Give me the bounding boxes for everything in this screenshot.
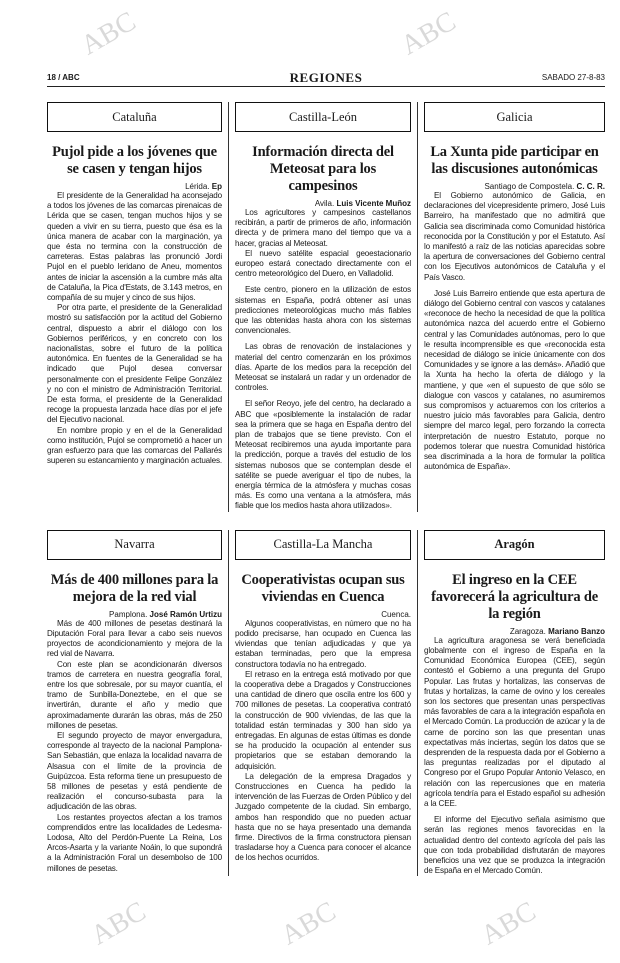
article-body	[235, 208, 411, 512]
page-header	[47, 70, 605, 87]
article	[47, 102, 228, 512]
dateline-place: Lérida.	[185, 182, 210, 191]
article-body	[424, 636, 605, 877]
article	[228, 102, 417, 512]
paragraph: Los agricultores y campesinos castellanos recibirán, a partir de primeros de año, información directa y de primera mano del tiempo que va a hacer, gracias al Meteosat.	[235, 208, 411, 248]
dateline	[47, 610, 222, 619]
article-headline: Más de 400 millones para la mejora de la red vial	[50, 571, 219, 605]
dateline	[424, 182, 605, 191]
byline: Luis Vicente Muñoz	[336, 199, 411, 208]
region-label: Navarra	[47, 530, 222, 560]
article	[417, 530, 605, 877]
article-body	[424, 191, 605, 472]
paragraph: Algunos cooperativistas, en número que no ha podido precisarse, han ocupado en Cuenca las viviendas que tenían adjudicadas y que ya estaban terminadas, pero que la empresa constructora todavía no ha entregado.	[235, 618, 411, 669]
paragraph: José Luis Barreiro entiende que esta apertura de diálogo del Gobierno central con vascos y catalanes «reconoce de hecho la necesidad de que la política autonómica nazca del acuerdo entre el Gobierno central y las Comunidades autónomas, pero lo que le resulta incomprensible es que «reconocida esta necesidad de diálogo se inicie únicamente con dos Comunidades y se ignore a las demás». Añadió que la Xunta ha hecho la oferta de diálogo y la mantiene, y que «en el supuesto de que sólo se dialogue con vascos y catalanes, no asumiremos sus compromisos y actuaremos con los criterios a nuestro juicio más favorables para Galicia, dentro siempre del marco legal, pero forzando la correcta interpretación de nuestro Estatuto, porque no podemos tolerar que nuestra Comunidad histórica sea discriminada a la hora de formular la política autonómica de España».	[424, 288, 605, 472]
region-label: Galicia	[424, 102, 605, 132]
page-number: 18 / ABC	[47, 73, 80, 82]
byline: Mariano Banzo	[548, 626, 605, 636]
article	[417, 102, 605, 512]
article-body	[47, 191, 222, 466]
article-headline: La Xunta pide participar en las discusiones autonómicas	[430, 144, 599, 177]
paragraph: Este centro, pionero en la utilización de estos sistemas en España, podrá obtener así unas predicciones meteorológicas mucho más fiables que las obtenidas hasta ahora con los sistemas convencionales.	[235, 285, 411, 336]
abc-watermark: ABC	[85, 896, 152, 952]
paragraph: El presidente de la Generalidad ha aconsejado a todos los jóvenes de las comarcas pirenaicas de Lérida que se casen, tengan muchos hijos y se queden a vivir en su tierra, puesto que ésa es la única manera de acabar con la marginación, ya que ésta no termina con la construcción de carreteras. Estas palabras las pronunció Jordi Pujol en el pueblo leridano de Aneu, momentos antes de iniciar la ascensión a la cumbre más alta de Cataluña, la Pica d'Estats, de 3.143 metros, en compañía de su mujer y cinco de sus hijos.	[47, 191, 222, 303]
region-label: Aragón	[424, 530, 605, 560]
paragraph: El informe del Ejecutivo señala asimismo que serán las regiones menos favorecidas en la actualidad dentro del contexto agrícola del país las que con toda probabilidad disfrutarán de mayores beneficios una vez que se produzca la integración de España en el Mercado Común.	[424, 815, 605, 876]
paragraph: El nuevo satélite espacial geoestacionario europeo estará conectado directamente con el centro meteorológico del Duero, en Valladolid.	[235, 248, 411, 279]
paragraph: Por otra parte, el presidente de la Generalidad mostró su satisfacción por la actitud del Gobierno central, dispuesto a abrir el diálogo con los Gobiernos periféricos, y en concreto con los nacionalistas, sobre el futuro de la política autonómica. En fuentes de la Generalidad se ha indicado que Pujol desea conversar personalmente con el presidente Felipe González y no con el ministro de Administración Territorial. De esta forma, el presidente de la Generalidad recoge la propuesta lanzada hace días por el jefe del Ejecutivo nacional.	[47, 303, 222, 425]
dateline	[235, 610, 411, 619]
region-label: Castilla-León	[235, 102, 411, 132]
article-body	[235, 619, 411, 864]
paragraph: Más de 400 millones de pesetas destinará la Diputación Foral para llevar a cabo seis nuevos proyectos de acondicionamiento y mejora de la red vial de Navarra.	[47, 618, 222, 659]
byline: C. C. R.	[576, 182, 605, 191]
dateline-place: Pamplona.	[109, 609, 148, 619]
paragraph: El segundo proyecto de mayor envergadura, corresponde al trayecto de la nacional Pamplona-San Sebastián, que enlaza la localidad navarra de Alsasua con el límite de la provincia de Guipúzcoa. Esta reforma tiene un presupuesto de 58 millones de pesetas y está pendiente de realización el concurso-subasta para la adjudicación de las obras.	[47, 730, 222, 812]
paragraph: La delegación de la empresa Dragados y Construcciones en Cuenca ha pedido la intervención de las Fuerzas de Orden Público y del Juzgado competente de la ciudad. Sin embargo, ambos han respondido que no pueden actuar hasta que no se haya presentado una demanda firme. Directivos de la firma constructora piensan trasladarse hoy a Cuenca para conocer el alcance de los hechos ocurridos.	[235, 771, 411, 863]
dateline-place: Cuenca.	[381, 609, 411, 619]
section-title: REGIONES	[289, 70, 363, 85]
dateline	[235, 199, 411, 208]
article-body	[47, 619, 222, 874]
paragraph: El retraso en la entrega está motivado por que la cooperativa debe a Dragados y Construcciones una cantidad de dinero que oscila entre los 600 y 700 millones de pesetas. La cooperativa contrató la construcción de 900 viviendas, de las que la totalidad están terminadas y 300 han sido ya entregadas. En algunas de estas últimas es donde se ha producido la ocupación al entender sus propietarios que se estaban demorando la adquisición.	[235, 669, 411, 771]
article-headline: Pujol pide a los jóvenes que se casen y tengan hijos	[52, 144, 217, 177]
paragraph: El señor Reoyo, jefe del centro, ha declarado a ABC que «posiblemente la instalación de radar sea la primera que se haga en España dentro del plan de trabajos que se tiene previsto. Con el Meteosat recibiremos una ayuda importante para la predicción, porque a través del estudio de los sistemas nubosos que se contemplan desde el satélite se puede averiguar el tipo de nubes, la energía térmica de la atmósfera y muchas cosas más. Es como una ventana a la atmósfera, más fiable que los medios hasta ahora utilizados».	[235, 399, 411, 511]
articles-bottom-row	[47, 530, 605, 877]
byline: Ep	[211, 182, 222, 191]
dateline-place: Avila.	[314, 199, 335, 208]
dateline-place: Santiago de Compostela.	[484, 182, 575, 191]
dateline-place: Zaragoza.	[509, 626, 546, 636]
article	[47, 530, 228, 877]
paragraph: En nombre propio y en el de la Generalidad como institución, Pujol se comprometió a hacer un gran esfuerzo para que las comarcas del Pallarés superen su estancamiento y marginación actuales.	[47, 425, 223, 466]
article-headline: Cooperativistas ocupan sus viviendas en Cuenca	[241, 571, 405, 605]
paragraph: Con este plan se acondicionarán diversos tramos de carretera en nuestra geografía foral, entre los que sobresale, por su mayor cuantía, el tramo de Sunbilla-Doneztebe, en el que se invertirán, durante el año y medio que aproximadamente durarán las obras, más de 250 millones de pesetas.	[47, 659, 222, 730]
dateline	[47, 182, 222, 191]
abc-watermark: ABC	[275, 896, 342, 952]
region-label: Cataluña	[47, 102, 222, 132]
byline: José Ramón Urtizu	[149, 609, 222, 619]
article-headline: El ingreso en la CEE favorecerá la agricultura de la región	[431, 571, 598, 622]
abc-watermark: ABC	[475, 896, 542, 952]
region-label: Castilla-La Mancha	[235, 530, 411, 560]
dateline	[424, 627, 605, 636]
article-headline: Información directa del Meteosat para los campesinos	[252, 144, 394, 194]
bottom-margin	[0, 888, 620, 963]
paragraph: Las obras de renovación de instalaciones y material del centro comenzarán en los próximos días. Aparte de los medios para la recepción del Meteosat se instalará un radar y un ordenador de controles.	[235, 342, 411, 393]
paragraph: El Gobierno autonómico de Galicia, en declaraciones del vicepresidente primero, José Luis Barreiro, ha manifestado que no admitirá que Galicia sea discriminada como Comunidad histórica reconocida por la Constitución y por el Estatuto. Así lo manifestó a raíz de las noticias aparecidas sobre la apertura de conversaciones del Gobierno central con los Ejecutivos autonómicos de Cataluña y el País Vasco.	[424, 191, 605, 282]
abc-watermark: ABC	[75, 5, 142, 62]
top-margin	[0, 0, 620, 70]
issue-date: SABADO 27-8-83	[541, 73, 605, 82]
abc-watermark: ABC	[395, 5, 462, 62]
paragraph: La agricultura aragonesa se verá beneficiada globalmente con el ingreso de España en la Comunidad Económica Europea (CEE), según contestó el Gobierno a una pregunta del Grupo Popular. Las frutas y hortalizas, las conservas de frutas y hortalizas, la carne de ovino y los cereales son los sectores que presentan unas perspectivas más favorables de cara a la integración española en el Mercado Común. La producción de azúcar y la de carne de porcino son las que presentan unas expectativas más inciertas, según los datos que se desprenden de la respuesta dada por el Gobierno a las preguntas realizadas por el diputado al Congreso por el Grupo Popular Antonio Velasco, en relación con las repercusiones que en materia agrícola tendría para el Estado español su adhesión a la CEE.	[424, 635, 605, 808]
paragraph: Los restantes proyectos afectan a los tramos comprendidos entre las localidades de Ledesma-Lodosa, Alto del Perdón-Puente La Reina, Los Arcos-Asarta y la variante Noáin, lo que supondrá a la Administración Foral un desembolso de 100 millones de pesetas.	[47, 812, 222, 873]
article	[228, 530, 417, 877]
articles-top-row	[47, 102, 605, 512]
